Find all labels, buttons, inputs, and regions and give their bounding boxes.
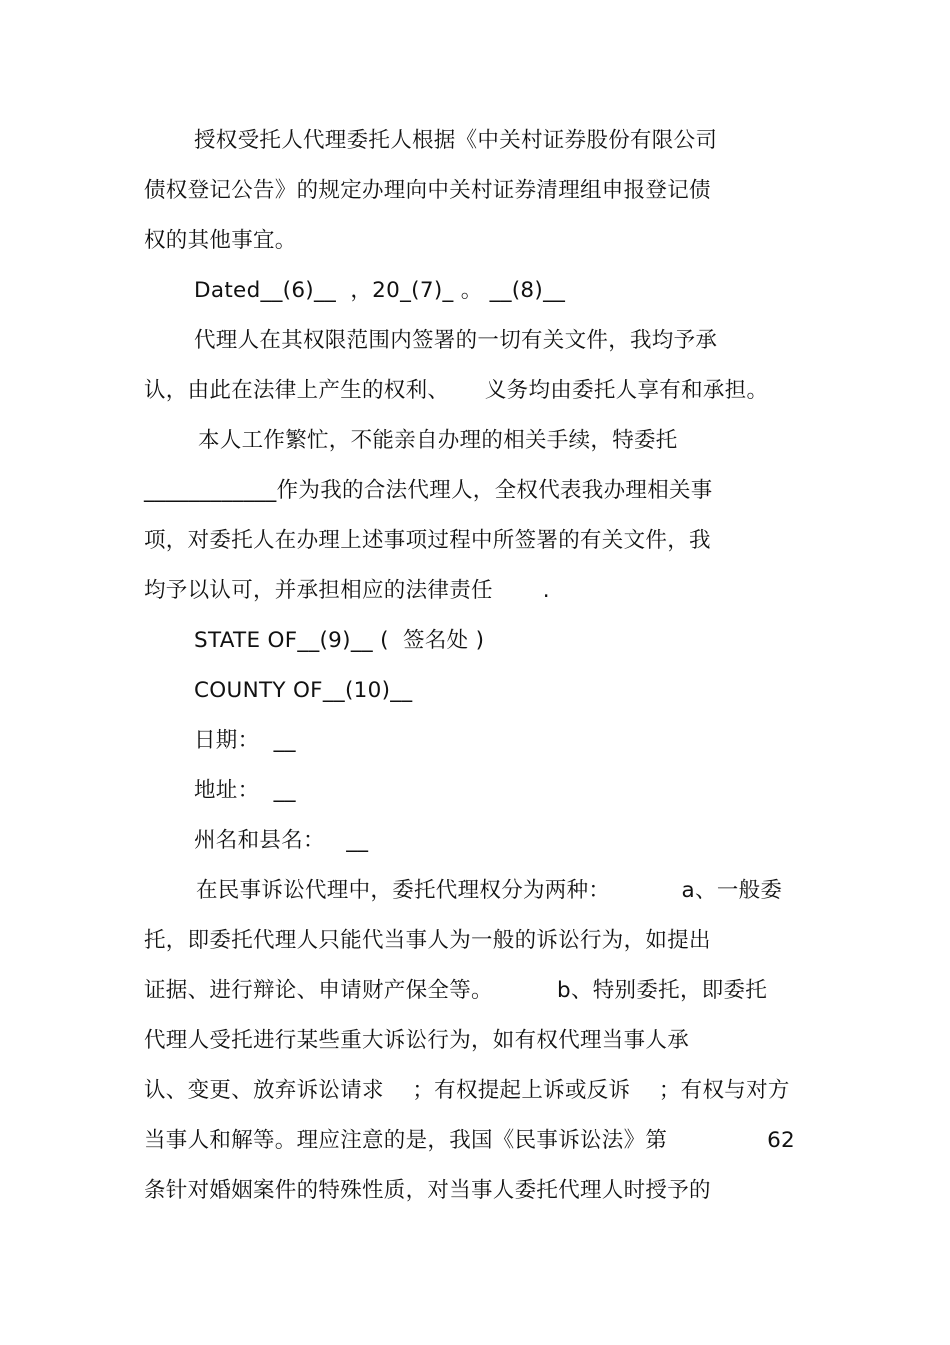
text-line: 认，由此在法律上产生的权利、 义务均由委托人享有和承担。	[144, 378, 769, 403]
text-line: 代理人在其权限范围内签署的一切有关文件，我均予承	[194, 328, 718, 353]
text-line: 债权登记公告》的规定办理向中关村证券清理组申报登记债	[144, 178, 711, 203]
text-line: 在民事诉讼代理中，委托代理权分为两种： a、一般委	[196, 878, 783, 903]
text-line: 认、变更、放弃诉讼请求 ；有权提起上诉或反诉 ；有权与对方	[144, 1078, 790, 1103]
text-line: ____________作为我的合法代理人，全权代表我办理相关事	[144, 478, 713, 503]
text-line: 本人工作繁忙，不能亲自办理的相关手续，特委托	[198, 428, 678, 453]
text-line: 代理人受托进行某些重大诉讼行为，如有权代理当事人承	[144, 1028, 690, 1053]
text-line: 均予以认可，并承担相应的法律责任 .	[144, 578, 550, 603]
text-line: 授权受托人代理委托人根据《中关村证券股份有限公司	[194, 128, 718, 153]
text-line: 条针对婚姻案件的特殊性质，对当事人委托代理人时授予的	[144, 1178, 711, 1203]
text-line: 地址： __	[194, 778, 296, 803]
text-line: 权的其他事宜。	[144, 228, 297, 253]
text-line: 证据、进行辩论、申请财产保全等。 b、特别委托，即委托	[144, 978, 768, 1003]
text-line: 州名和县名： __	[194, 828, 369, 853]
text-line: 日期： __	[194, 728, 296, 753]
text-line: 当事人和解等。理应注意的是，我国《民事诉讼法》第 62	[144, 1128, 796, 1153]
text-line: STATE OF__(9)__ ( 签名处 )	[194, 628, 485, 653]
text-line: COUNTY OF__(10)__	[194, 678, 413, 703]
text-line: 托，即委托代理人只能代当事人为一般的诉讼行为，如提出	[144, 928, 711, 953]
text-line: Dated__(6)__ ，20_(7)_ 。 __(8)__	[194, 278, 566, 303]
text-line: 项，对委托人在办理上述事项过程中所签署的有关文件，我	[144, 528, 711, 553]
